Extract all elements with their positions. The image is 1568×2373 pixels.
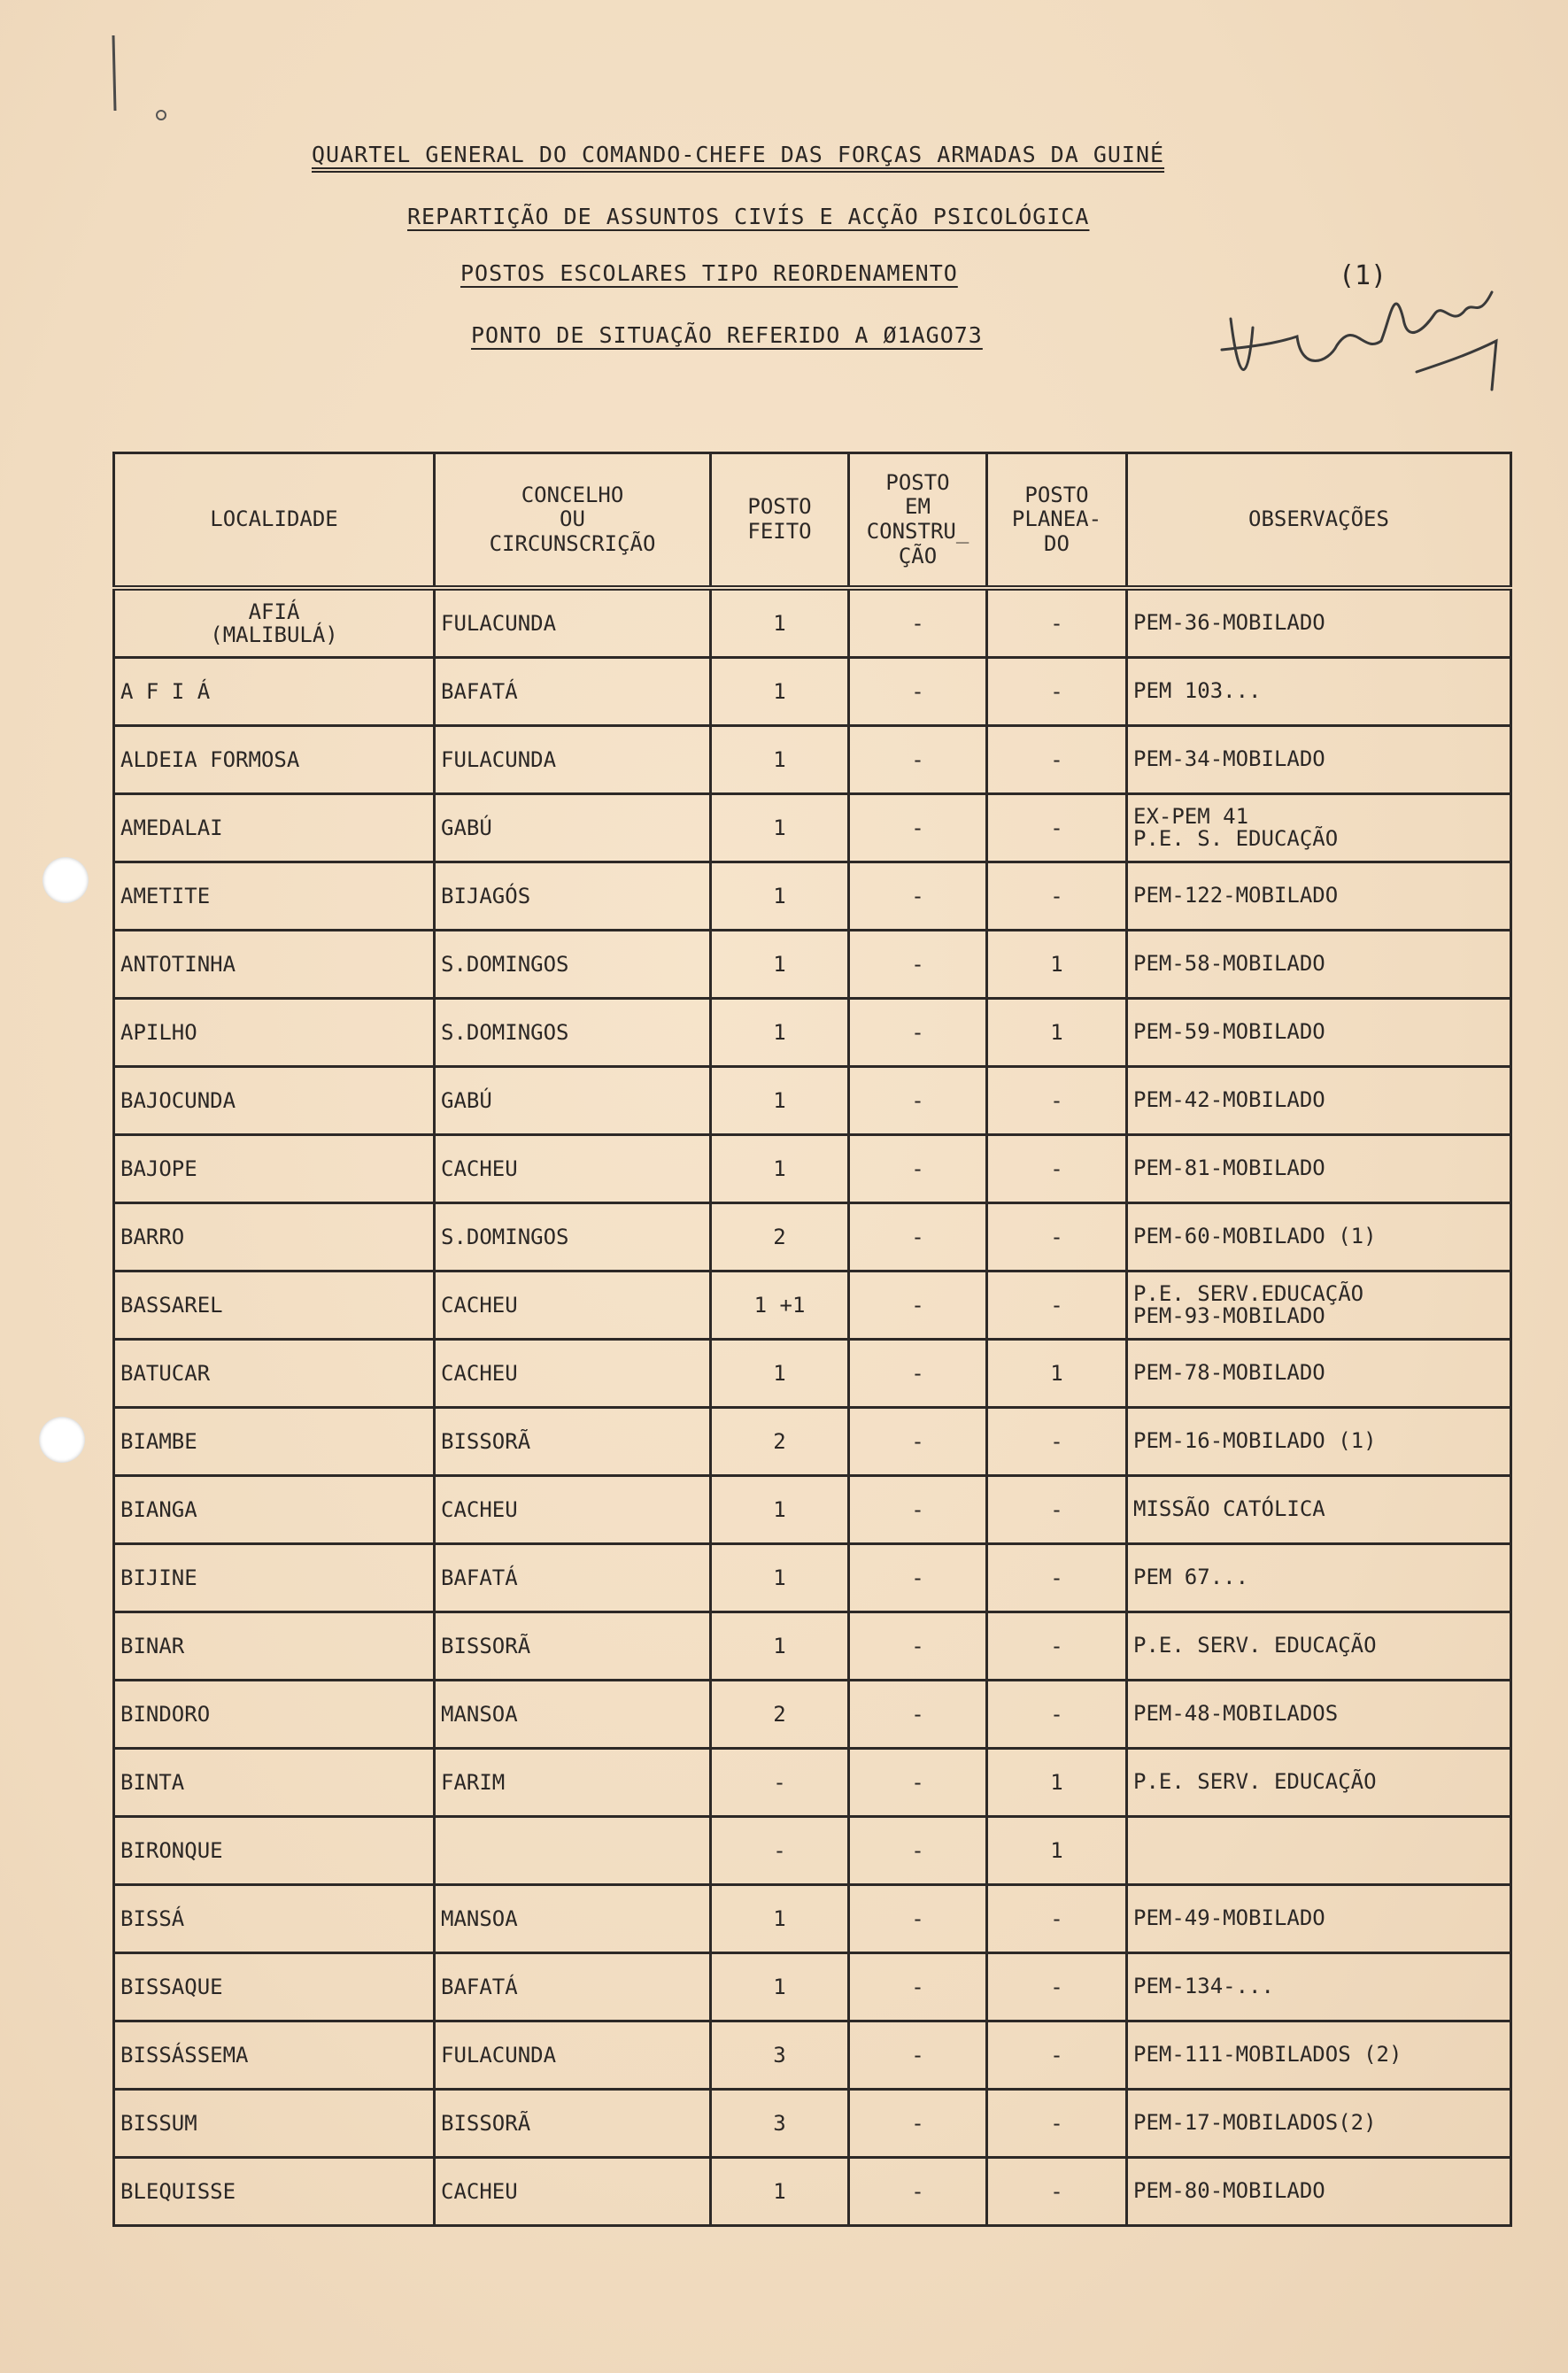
table-row	[114, 1953, 1511, 2021]
table-row	[114, 999, 1511, 1067]
table-row	[114, 794, 1511, 862]
cell-posto-planeado: -	[987, 1681, 1127, 1749]
cell-concelho: CACHEU	[435, 1476, 711, 1544]
cell-posto-construcao: -	[849, 658, 987, 726]
table-row	[114, 1817, 1511, 1885]
cell-posto-planeado: -	[987, 1544, 1127, 1612]
cell-concelho: CACHEU	[435, 1272, 711, 1340]
cell-posto-feito: 1 +1	[711, 1272, 849, 1340]
table-row	[114, 2090, 1511, 2158]
punch-hole	[39, 1417, 85, 1463]
cell-localidade: BISSÁ	[114, 1885, 435, 1953]
cell-localidade: AFIÁ (MALIBULÁ)	[114, 588, 435, 658]
cell-observacoes: PEM-78-MOBILADO	[1127, 1340, 1511, 1408]
cell-posto-construcao: -	[849, 1135, 987, 1203]
cell-localidade: BIAMBE	[114, 1408, 435, 1476]
cell-concelho: BISSORÃ	[435, 1408, 711, 1476]
cell-posto-planeado: -	[987, 1953, 1127, 2021]
cell-posto-feito: 1	[711, 588, 849, 658]
cell-observacoes: PEM 103...	[1127, 658, 1511, 726]
cell-posto-feito: 1	[711, 1953, 849, 2021]
cell-localidade: APILHO	[114, 999, 435, 1067]
cell-localidade: ALDEIA FORMOSA	[114, 726, 435, 794]
table-row	[114, 658, 1511, 726]
cell-posto-feito: 1	[711, 862, 849, 931]
cell-posto-construcao: -	[849, 1544, 987, 1612]
cell-observacoes: EX-PEM 41 P.E. S. EDUCAÇÃO	[1127, 794, 1511, 862]
cell-posto-construcao: -	[849, 1067, 987, 1135]
cell-localidade: ANTOTINHA	[114, 931, 435, 999]
cell-concelho: BISSORÃ	[435, 1612, 711, 1681]
cell-concelho: CACHEU	[435, 1135, 711, 1203]
column-header: OBSERVAÇÕES	[1127, 453, 1511, 589]
cell-posto-planeado: -	[987, 2158, 1127, 2226]
cell-posto-feito: 1	[711, 1885, 849, 1953]
cell-posto-feito: 3	[711, 2021, 849, 2090]
cell-localidade: BIRONQUE	[114, 1817, 435, 1885]
cell-localidade: BINDORO	[114, 1681, 435, 1749]
cell-observacoes: PEM-134-...	[1127, 1953, 1511, 2021]
cell-posto-planeado: 1	[987, 1817, 1127, 1885]
cell-posto-construcao: -	[849, 1476, 987, 1544]
cell-posto-planeado: -	[987, 1272, 1127, 1340]
table-row	[114, 1476, 1511, 1544]
table-row	[114, 1340, 1511, 1408]
cell-observacoes: PEM-34-MOBILADO	[1127, 726, 1511, 794]
cell-posto-construcao: -	[849, 1953, 987, 2021]
cell-posto-feito: 3	[711, 2090, 849, 2158]
cell-posto-feito: 1	[711, 1612, 849, 1681]
cell-posto-feito: 1	[711, 1135, 849, 1203]
cell-concelho: MANSOA	[435, 1885, 711, 1953]
cell-posto-construcao: -	[849, 2090, 987, 2158]
cell-posto-feito: 1	[711, 1544, 849, 1612]
cell-posto-feito: 2	[711, 1408, 849, 1476]
cell-concelho: FARIM	[435, 1749, 711, 1817]
table-row	[114, 862, 1511, 931]
cell-concelho: MANSOA	[435, 1681, 711, 1749]
cell-posto-construcao: -	[849, 1272, 987, 1340]
cell-observacoes: PEM-17-MOBILADOS(2)	[1127, 2090, 1511, 2158]
cell-posto-construcao: -	[849, 2158, 987, 2226]
cell-observacoes: P.E. SERV. EDUCAÇÃO	[1127, 1612, 1511, 1681]
table-row	[114, 2158, 1511, 2226]
handwritten-signature-icon	[1213, 266, 1514, 398]
column-header: CONCELHO OU CIRCUNSCRIÇÃO	[435, 453, 711, 589]
cell-localidade: AMEDALAI	[114, 794, 435, 862]
cell-concelho	[435, 1817, 711, 1885]
cell-localidade: BISSUM	[114, 2090, 435, 2158]
cell-localidade: BAJOCUNDA	[114, 1067, 435, 1135]
cell-localidade: A F I Á	[114, 658, 435, 726]
cell-concelho: GABÚ	[435, 794, 711, 862]
cell-posto-planeado: -	[987, 1885, 1127, 1953]
cell-localidade: BISSAQUE	[114, 1953, 435, 2021]
cell-concelho: BAFATÁ	[435, 658, 711, 726]
cell-observacoes: MISSÃO CATÓLICA	[1127, 1476, 1511, 1544]
cell-posto-feito: -	[711, 1749, 849, 1817]
cell-concelho: S.DOMINGOS	[435, 999, 711, 1067]
header-subject: POSTOS ESCOLARES TIPO REORDENAMENTO	[460, 260, 958, 286]
cell-observacoes: PEM-59-MOBILADO	[1127, 999, 1511, 1067]
cell-posto-planeado: -	[987, 862, 1127, 931]
cell-localidade: BIJINE	[114, 1544, 435, 1612]
cell-localidade: BASSAREL	[114, 1272, 435, 1340]
cell-posto-construcao: -	[849, 1817, 987, 1885]
cell-posto-planeado: -	[987, 726, 1127, 794]
table-row	[114, 1681, 1511, 1749]
cell-concelho: S.DOMINGOS	[435, 1203, 711, 1272]
column-header: LOCALIDADE	[114, 453, 435, 589]
cell-posto-planeado: -	[987, 2021, 1127, 2090]
table-row	[114, 1749, 1511, 1817]
cell-posto-construcao: -	[849, 862, 987, 931]
cell-posto-feito: 2	[711, 1681, 849, 1749]
cell-observacoes: PEM-42-MOBILADO	[1127, 1067, 1511, 1135]
cell-posto-construcao: -	[849, 1681, 987, 1749]
cell-posto-planeado: -	[987, 1476, 1127, 1544]
cell-localidade: BAJOPE	[114, 1135, 435, 1203]
footnote-marker: (1)	[1339, 260, 1387, 291]
cell-concelho: BAFATÁ	[435, 1544, 711, 1612]
cell-posto-planeado: -	[987, 1612, 1127, 1681]
cell-posto-feito: 1	[711, 1340, 849, 1408]
schools-table	[112, 452, 1512, 2227]
cell-posto-feito: 1	[711, 2158, 849, 2226]
table-row	[114, 1203, 1511, 1272]
cell-localidade: BARRO	[114, 1203, 435, 1272]
cell-posto-planeado: -	[987, 1203, 1127, 1272]
cell-observacoes: PEM-36-MOBILADO	[1127, 588, 1511, 658]
cell-posto-feito: 1	[711, 794, 849, 862]
cell-posto-feito: 2	[711, 1203, 849, 1272]
cell-posto-feito: 1	[711, 726, 849, 794]
cell-concelho: BIJAGÓS	[435, 862, 711, 931]
cell-posto-feito: 1	[711, 931, 849, 999]
cell-observacoes: P.E. SERV. EDUCAÇÃO	[1127, 1749, 1511, 1817]
cell-posto-feito: 1	[711, 999, 849, 1067]
cell-localidade: AMETITE	[114, 862, 435, 931]
cell-posto-planeado: -	[987, 1408, 1127, 1476]
cell-posto-planeado: 1	[987, 1749, 1127, 1817]
cell-localidade: BIANGA	[114, 1476, 435, 1544]
punch-hole	[42, 857, 89, 903]
cell-posto-construcao: -	[849, 2021, 987, 2090]
cell-posto-planeado: -	[987, 1135, 1127, 1203]
cell-localidade: BISSÁSSEMA	[114, 2021, 435, 2090]
cell-observacoes	[1127, 1817, 1511, 1885]
table-row	[114, 1067, 1511, 1135]
table-row	[114, 931, 1511, 999]
table-row	[114, 588, 1511, 658]
cell-observacoes: PEM-111-MOBILADOS (2)	[1127, 2021, 1511, 2090]
cell-posto-feito: 1	[711, 658, 849, 726]
table-header-row	[114, 453, 1511, 589]
cell-posto-construcao: -	[849, 1203, 987, 1272]
cell-localidade: BINAR	[114, 1612, 435, 1681]
cell-concelho: BISSORÃ	[435, 2090, 711, 2158]
cell-concelho: CACHEU	[435, 2158, 711, 2226]
cell-observacoes: PEM-122-MOBILADO	[1127, 862, 1511, 931]
cell-observacoes: P.E. SERV.EDUCAÇÃO PEM-93-MOBILADO	[1127, 1272, 1511, 1340]
header-title: QUARTEL GENERAL DO COMANDO-CHEFE DAS FORÇAS ARMADAS DA GUINÉ	[312, 142, 1165, 167]
cell-posto-feito: -	[711, 1817, 849, 1885]
column-header: POSTO FEITO	[711, 453, 849, 589]
cell-posto-planeado: -	[987, 658, 1127, 726]
cell-observacoes: PEM-58-MOBILADO	[1127, 931, 1511, 999]
cell-localidade: BLEQUISSE	[114, 2158, 435, 2226]
cell-concelho: FULACUNDA	[435, 726, 711, 794]
cell-observacoes: PEM-60-MOBILADO (1)	[1127, 1203, 1511, 1272]
table-row	[114, 726, 1511, 794]
table-row	[114, 1612, 1511, 1681]
cell-posto-construcao: -	[849, 1340, 987, 1408]
cell-posto-construcao: -	[849, 588, 987, 658]
cell-observacoes: PEM-48-MOBILADOS	[1127, 1681, 1511, 1749]
cell-concelho: CACHEU	[435, 1340, 711, 1408]
cell-posto-construcao: -	[849, 931, 987, 999]
cell-localidade: BATUCAR	[114, 1340, 435, 1408]
cell-observacoes: PEM-80-MOBILADO	[1127, 2158, 1511, 2226]
cell-posto-planeado: -	[987, 588, 1127, 658]
cell-posto-construcao: -	[849, 1885, 987, 1953]
pencil-mark-icon	[97, 27, 186, 124]
cell-posto-planeado: 1	[987, 999, 1127, 1067]
cell-posto-feito: 1	[711, 1476, 849, 1544]
cell-concelho: S.DOMINGOS	[435, 931, 711, 999]
cell-posto-feito: 1	[711, 1067, 849, 1135]
cell-concelho: BAFATÁ	[435, 1953, 711, 2021]
cell-posto-planeado: 1	[987, 931, 1127, 999]
cell-observacoes: PEM-49-MOBILADO	[1127, 1885, 1511, 1953]
cell-observacoes: PEM-16-MOBILADO (1)	[1127, 1408, 1511, 1476]
table-row	[114, 1135, 1511, 1203]
header-department: REPARTIÇÃO DE ASSUNTOS CIVÍS E ACÇÃO PSICOLÓGICA	[407, 204, 1090, 229]
cell-posto-planeado: -	[987, 794, 1127, 862]
column-header: POSTO EM CONSTRU_ ÇÃO	[849, 453, 987, 589]
table-row	[114, 1272, 1511, 1340]
table-row	[114, 2021, 1511, 2090]
cell-concelho: FULACUNDA	[435, 588, 711, 658]
cell-posto-construcao: -	[849, 1408, 987, 1476]
cell-posto-construcao: -	[849, 1612, 987, 1681]
cell-observacoes: PEM 67...	[1127, 1544, 1511, 1612]
cell-posto-planeado: 1	[987, 1340, 1127, 1408]
cell-posto-construcao: -	[849, 794, 987, 862]
cell-concelho: GABÚ	[435, 1067, 711, 1135]
table-row	[114, 1885, 1511, 1953]
table-row	[114, 1544, 1511, 1612]
cell-posto-construcao: -	[849, 726, 987, 794]
cell-posto-planeado: -	[987, 2090, 1127, 2158]
table-row	[114, 1408, 1511, 1476]
cell-observacoes: PEM-81-MOBILADO	[1127, 1135, 1511, 1203]
header-date: PONTO DE SITUAÇÃO REFERIDO A Ø1AGO73	[471, 322, 983, 348]
cell-localidade: BINTA	[114, 1749, 435, 1817]
cell-posto-planeado: -	[987, 1067, 1127, 1135]
cell-concelho: FULACUNDA	[435, 2021, 711, 2090]
cell-posto-construcao: -	[849, 999, 987, 1067]
cell-posto-construcao: -	[849, 1749, 987, 1817]
column-header: POSTO PLANEA- DO	[987, 453, 1127, 589]
